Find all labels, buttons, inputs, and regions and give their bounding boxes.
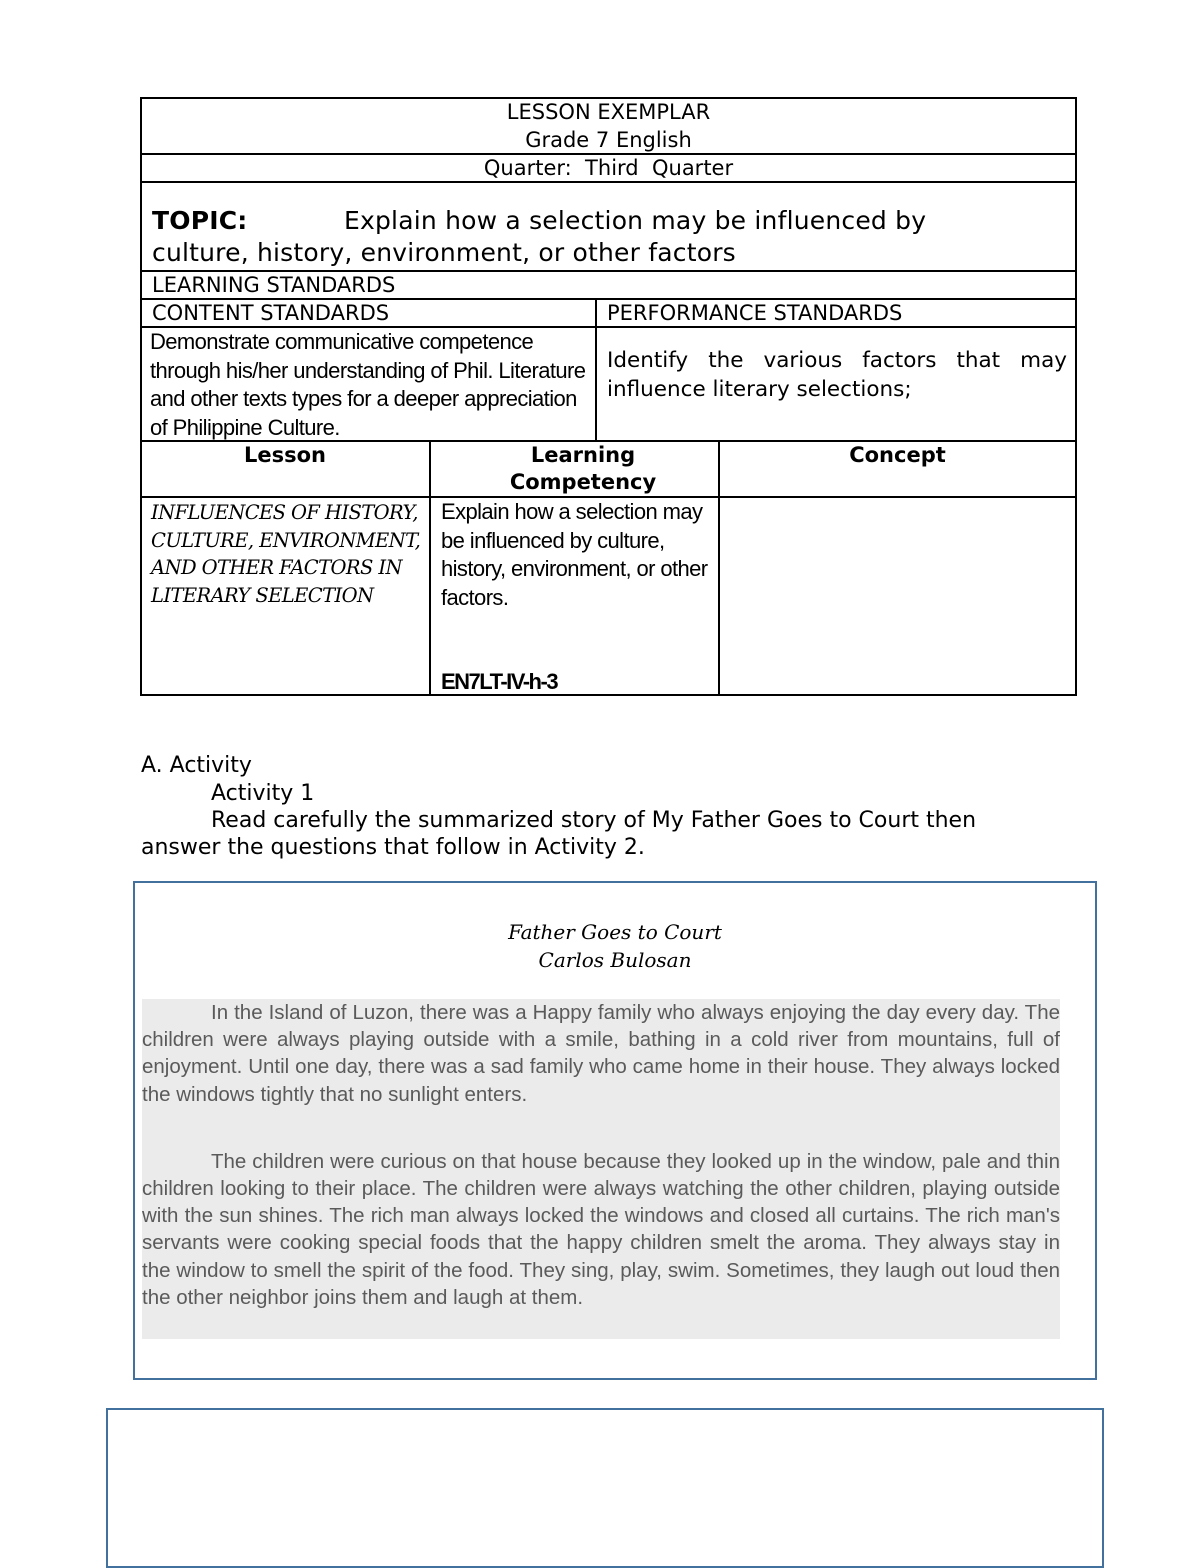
activity-subheading: Activity 1 [211, 781, 315, 806]
content-standards-heading: CONTENT STANDARDS [152, 301, 390, 325]
story-box [133, 881, 1097, 1380]
learning-standards-heading: LEARNING STANDARDS [152, 273, 396, 297]
story-paragraph-2: The children were curious on that house because they looked up in the window, pale and thin children looking to their place. The children were always watching the other children, playing outside with the sun shines. The rich man always locked the windows and closed all curtains. The rich man's servants were cooking special foods that the happy children smelt the aroma. They always stay in the window to smell the spirit of the food. They sing, play, swim. Sometimes, they laugh out loud then the other neighbor joins them and laugh at them. [142, 1149, 1060, 1309]
performance-standards-heading: PERFORMANCE STANDARDS [607, 301, 903, 325]
activity-instruction-line2: answer the questions that follow in Activity 2. [141, 835, 645, 860]
topic-text-line2: culture, history, environment, or other factors [152, 238, 736, 267]
topic-text-line1: Explain how a selection may be influenced by [344, 206, 927, 235]
topic-label: TOPIC: [152, 206, 248, 235]
grade-subject: Grade 7 English [525, 128, 692, 152]
lesson-column-header: Lesson [243, 443, 326, 467]
competency-text: Explain how a selection may be influenced by culture, history, environment, or other factors. [441, 499, 708, 610]
lesson-title: INFLUENCES OF HISTORY, CULTURE, ENVIRONMENT, AND OTHER FACTORS IN LITERARY SELECTION [151, 501, 421, 607]
activity-2-box [106, 1408, 1104, 1568]
lesson-exemplar-table [140, 97, 1077, 697]
story-text-area [142, 999, 1060, 1339]
document-title: LESSON EXEMPLAR [506, 100, 711, 124]
activity-heading: A. Activity [141, 753, 252, 778]
story-paragraph-1: In the Island of Luzon, there was a Happy family who always enjoying the day every day. The children were always playing outside with a smile, bathing in a cold river from mountains, full of enjoyment. Until one day, there was a sad family who came home in their house. They always locked the windows tightly that no sunlight enters. [142, 1001, 1060, 1106]
performance-standards-text: Identify the various factors that may influence literary selections; [607, 348, 1067, 402]
topic-block [152, 205, 1072, 269]
concept-column-header: Concept [849, 443, 946, 467]
activity-instruction-line1: Read carefully the summarized story of My Father Goes to Court then [211, 808, 977, 833]
content-standards-text: Demonstrate communicative competence through his/her understanding of Phil. Literature and other texts types for a deeper appreciation of Philippine Culture. [150, 329, 586, 440]
story-title: Father Goes to Court [508, 920, 722, 944]
story-author: Carlos Bulosan [538, 948, 692, 972]
competency-column-header: Learning Competency [509, 443, 657, 494]
quarter-label: Quarter: Third Quarter [483, 156, 734, 180]
competency-code: EN7LT-IV-h-3 [441, 669, 558, 694]
